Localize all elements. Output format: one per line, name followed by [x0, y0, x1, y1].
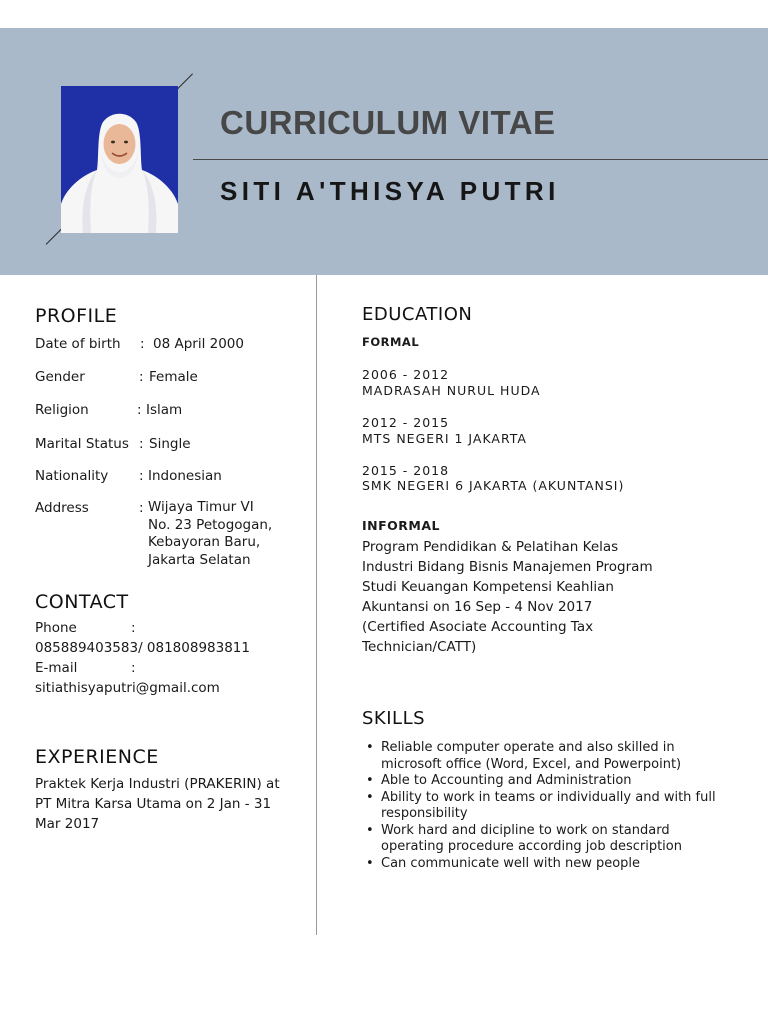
education-school: MTS NEGERI 1 JAKARTA — [362, 431, 527, 446]
address-line: Kebayoran Baru, — [148, 534, 261, 550]
person-name: SITI A'THISYA PUTRI — [220, 176, 560, 206]
skill-item — [362, 740, 762, 773]
column-divider — [316, 275, 317, 935]
contact-email-sep: : — [131, 660, 136, 676]
experience-line: Praktek Kerja Industri (PRAKERIN) at — [35, 776, 280, 792]
profile-value-religion: Islam — [146, 402, 183, 418]
informal-line: Studi Keuangan Kompetensi Keahlian — [362, 579, 614, 595]
contact-phone-value: 085889403583/ 081808983811 — [35, 640, 250, 656]
profile-value-nationality: Indonesian — [148, 468, 222, 484]
contact-phone-sep: : — [131, 620, 136, 636]
profile-sep-address: : — [139, 500, 144, 516]
profile-value-address — [148, 499, 272, 569]
profile-photo — [61, 86, 178, 233]
address-line: Jakarta Selatan — [148, 551, 251, 568]
skill-line: • Ability to work in teams or individually and with full — [381, 789, 716, 805]
profile-heading: PROFILE — [35, 305, 118, 327]
skill-line: responsibility — [381, 806, 468, 821]
profile-label-address: Address — [35, 500, 89, 516]
profile-value-marital: Single — [149, 436, 191, 452]
formal-heading: FORMAL — [362, 335, 420, 349]
profile-label-religion: Religion — [35, 402, 89, 418]
profile-sep-dob: : — [140, 336, 145, 352]
skill-line: • Reliable computer operate and also skilled in — [381, 740, 675, 755]
profile-label-dob: Date of birth — [35, 336, 121, 352]
experience-line: Mar 2017 — [35, 816, 100, 832]
skill-item — [362, 856, 762, 873]
informal-line: Industri Bidang Bisnis Manajemen Program — [362, 559, 653, 575]
profile-value-gender: Female — [149, 369, 198, 385]
education-years: 2012 - 2015 — [362, 415, 450, 430]
skill-item — [362, 773, 762, 790]
title-divider — [193, 159, 768, 160]
profile-sep-nationality: : — [139, 468, 144, 484]
profile-sep-religion: : — [137, 402, 142, 418]
informal-text — [362, 537, 653, 657]
address-line: Wijaya Timur VI — [148, 499, 254, 515]
experience-line: PT Mitra Karsa Utama on 2 Jan - 31 — [35, 796, 272, 812]
skills-heading: SKILLS — [362, 708, 426, 729]
skills-list — [362, 740, 762, 872]
informal-line: Akuntansi on 16 Sep - 4 Nov 2017 — [362, 599, 593, 615]
education-school: MADRASAH NURUL HUDA — [362, 383, 541, 398]
page-title: CURRICULUM VITAE — [220, 104, 556, 141]
profile-label-marital: Marital Status — [35, 436, 129, 452]
informal-line: Program Pendidikan & Pelatihan Kelas — [362, 539, 619, 555]
experience-heading: EXPERIENCE — [35, 746, 159, 768]
address-line: No. 23 Petogogan, — [148, 516, 273, 533]
informal-line: Technician/CATT) — [362, 639, 477, 655]
profile-value-dob: 08 April 2000 — [153, 336, 244, 352]
education-years: 2015 - 2018 — [362, 463, 450, 478]
skill-line: • Can communicate well with new people — [381, 855, 641, 871]
experience-text — [35, 774, 280, 834]
profile-label-nationality: Nationality — [35, 468, 109, 484]
profile-label-gender: Gender — [35, 369, 85, 385]
education-school: SMK NEGERI 6 JAKARTA (AKUNTANSI) — [362, 478, 625, 493]
informal-line: (Certified Asociate Accounting Tax — [362, 619, 594, 635]
informal-heading: INFORMAL — [362, 518, 440, 533]
education-years: 2006 - 2012 — [362, 367, 450, 382]
skill-line: • Able to Accounting and Administration — [381, 773, 632, 788]
skill-line: • Work hard and dicipline to work on standard — [381, 822, 670, 838]
profile-sep-marital: : — [139, 436, 144, 452]
contact-phone-label: Phone — [35, 620, 77, 636]
contact-email-value: sitiathisyaputri@gmail.com — [35, 680, 220, 696]
skill-item — [362, 790, 762, 823]
profile-sep-gender: : — [139, 369, 144, 385]
skill-line: microsoft office (Word, Excel, and Powerpoint) — [381, 756, 682, 772]
education-heading: EDUCATION — [362, 304, 473, 325]
contact-email-label: E-mail — [35, 660, 78, 676]
contact-heading: CONTACT — [35, 591, 129, 613]
person-silhouette-icon — [61, 86, 178, 233]
skill-item — [362, 823, 762, 856]
skill-line: operating procedure according job description — [381, 839, 682, 854]
